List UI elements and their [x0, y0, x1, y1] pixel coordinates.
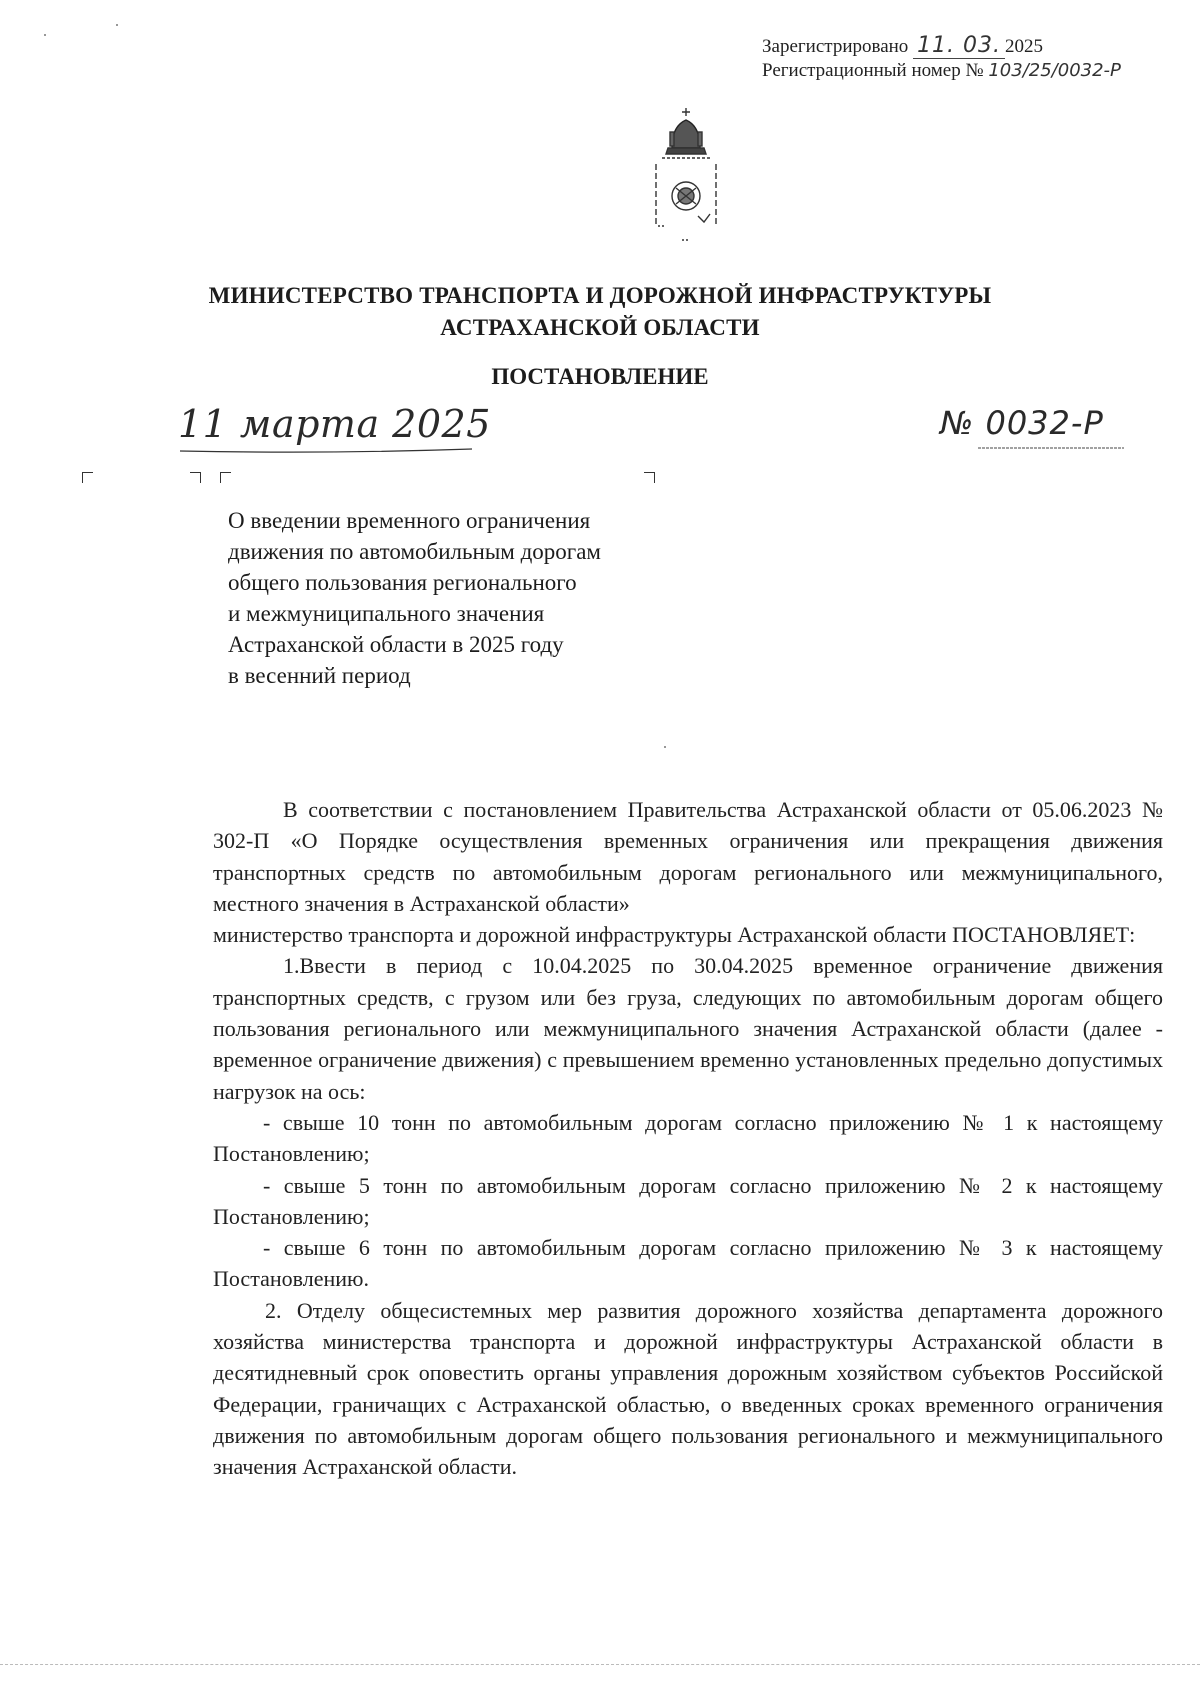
scan-speck [664, 746, 666, 748]
subject-line: и межмуниципального значения [228, 601, 545, 626]
registration-year: 2025 [1005, 36, 1044, 57]
bracket-corner [190, 472, 201, 483]
subject-line: общего пользования регионального [228, 570, 577, 595]
subject-line: О введении временного ограничения [228, 508, 591, 533]
signed-number-handwritten: № 0032-Р [940, 404, 1104, 442]
document-body [213, 794, 1163, 1483]
scan-speck [116, 24, 118, 26]
subject-line: в весенний период [228, 663, 411, 688]
item-1-paragraph: 1.Ввести в период с 10.04.2025 по 30.04.2025 временное ограничение движения транспортных средств, с грузом или без груза, следующих по автомобильным дорогам общего пользования регионального или межмуниципального значения Астраханской области (далее - временное ограничение движения) с превышением временно установленных предельно допустимых нагрузок на ось: [213, 953, 1163, 1104]
resolution-paragraph: министерство транспорта и дорожной инфраструктуры Астраханской области ПОСТАНОВЛЯЕТ: [213, 922, 1136, 948]
document-type: ПОСТАНОВЛЕНИЕ [491, 364, 709, 389]
page-bottom-edge [0, 1664, 1200, 1665]
registration-date-handwritten: 11. 03. [913, 33, 1005, 59]
date-underline [176, 446, 476, 456]
bracket-corner [82, 472, 93, 483]
preamble-paragraph: В соответствии с постановлением Правительства Астраханской области от 05.06.2023 № 302-П «О Порядке осуществления временных ограничения или прекращения движения транспортных средств по автомобильным дорогам регионального или межмуниципального, местного значения в Астраханской области» [213, 797, 1163, 916]
item-1a-paragraph: - свыше 10 тонн по автомобильным дорогам согласно приложению № 1 к настоящему Постановлению; [213, 1109, 1163, 1167]
number-underline [976, 444, 1126, 452]
item-1b-paragraph: - свыше 5 тонн по автомобильным дорогам согласно приложению № 2 к настоящему Постановлению; [213, 1172, 1163, 1229]
subject-line: движения по автомобильным дорогам [228, 539, 601, 564]
item-2-paragraph: 2. Отделу общесистемных мер развития дорожного хозяйства департамента дорожного хозяйства министерства транспорта и дорожной инфраструктуры Астраханской области в десятидневный срок оповестить органы управления дорожным хозяйством субъектов Российской Федерации, граничащих с Астраханской областью, о введенных сроках временного ограничения движения по автомобильным дорогам общего пользования регионального и межмуниципального значения Астраханской области. [213, 1297, 1163, 1480]
ministry-title-line1: МИНИСТЕРСТВО ТРАНСПОРТА И ДОРОЖНОЙ ИНФРАСТРУКТУРЫ [208, 283, 992, 308]
bracket-corner [220, 472, 231, 483]
coat-of-arms-emblem [646, 104, 726, 250]
registration-number-line [762, 59, 1121, 83]
item-1c-paragraph: - свыше 6 тонн по автомобильным дорогам согласно приложению № 3 к настоящему Постановлению. [213, 1235, 1163, 1292]
document-subject [228, 505, 728, 691]
registration-stamp [762, 34, 1121, 83]
registration-prefix: Зарегистрировано [762, 36, 909, 57]
registration-number-label: Регистрационный номер № [762, 60, 984, 81]
signed-date-handwritten: 11 марта 2025 [178, 402, 491, 446]
registration-date-line [762, 34, 1121, 59]
ministry-title [0, 280, 1200, 344]
bracket-corner [644, 472, 655, 483]
registration-number-handwritten: 103/25/0032-Р [988, 60, 1121, 81]
subject-line: Астраханской области в 2025 году [228, 632, 564, 657]
ministry-title-line2: АСТРАХАНСКОЙ ОБЛАСТИ [440, 315, 760, 340]
scan-speck [44, 34, 46, 36]
